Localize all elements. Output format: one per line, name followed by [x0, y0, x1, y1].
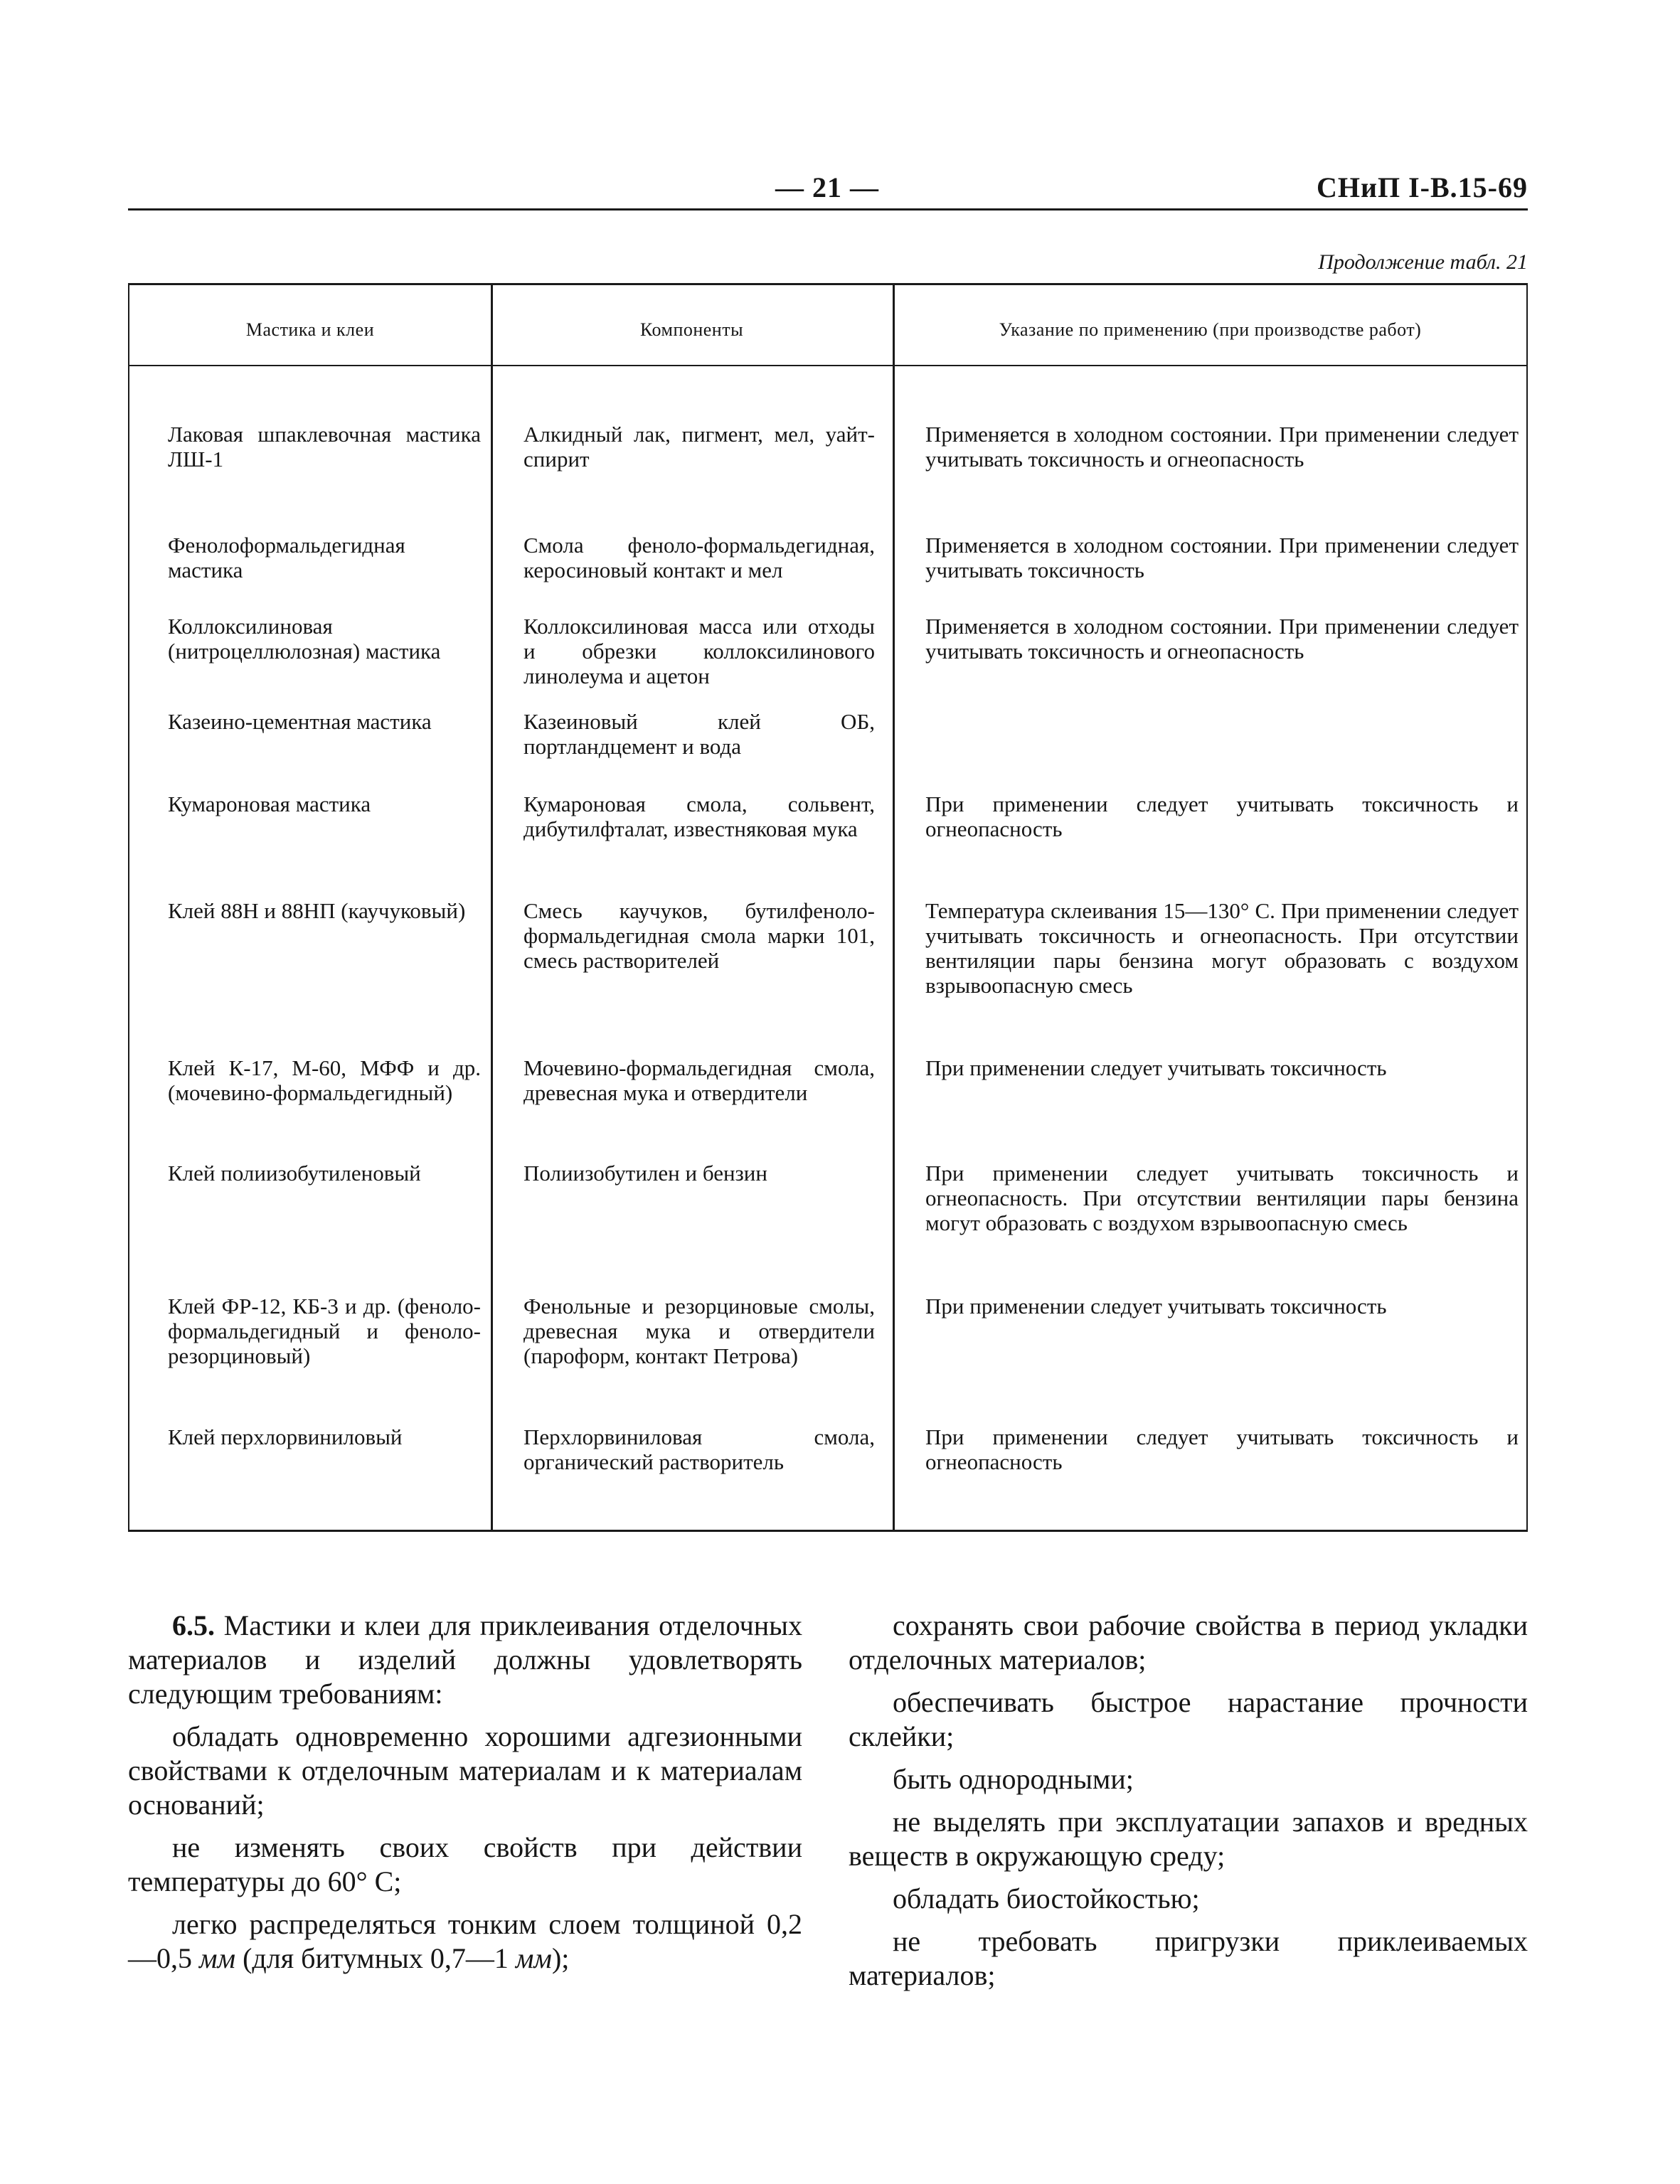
- cell-instructions: При применении следует учитывать токсичность и огнеопасность. При отсутствии вентиляции пары бензина могут образовать с воздухом взрывоопасную смесь: [925, 1161, 1519, 1235]
- header-row-divider: [129, 365, 1526, 366]
- cell-instructions: Применяется в холодном состоянии. При применении следует учитывать токсичность и огнеопасность: [925, 422, 1519, 472]
- cell-material: Клей полиизобутиленовый: [168, 1161, 421, 1186]
- materials-table: [128, 283, 1528, 1532]
- cell-instructions: Применяется в холодном состоянии. При применении следует учитывать токсичность и огнеопасность: [925, 614, 1519, 664]
- section-number: 6.5.: [172, 1609, 215, 1641]
- cell-material: Лаковая шпаклевочная мастика ЛШ-1: [168, 422, 481, 472]
- requirement: сохранять свои рабочие свойства в период укладки отделочных материалов;: [849, 1609, 1528, 1676]
- column-header-components: Компоненты: [639, 319, 744, 340]
- column-divider: [491, 285, 493, 1530]
- requirement: не выделять при эксплуатации запахов и вредных веществ в окружающую среду;: [849, 1806, 1528, 1872]
- requirement: обладать биостойкостью;: [893, 1882, 1200, 1914]
- cell-components: Смола феноло-формальдегидная, керосиновый контакт и мел: [523, 533, 875, 582]
- cell-instructions: Температура склеивания 15—130° С. При применении следует учитывать токсичность и огнеопасность. При отсутствии вентиляции пары бензина могут образовать с воздухом взрывоопасную смесь: [925, 898, 1519, 998]
- page-number: — 21 —: [775, 171, 879, 203]
- cell-components: Полиизобутилен и бензин: [523, 1161, 767, 1186]
- requirement: легко распределяться тонким слоем толщиной 0,2—0,5 мм (для битумных 0,7—1 мм);: [128, 1908, 802, 1974]
- cell-components: Смесь каучуков, бутилфеноло-формальдегидная смола марки 101, смесь растворителей: [523, 898, 875, 973]
- header-divider: [128, 208, 1528, 211]
- cell-material: Казеино-цементная мастика: [168, 709, 432, 734]
- text-column-left: [128, 1609, 802, 1984]
- requirement: не изменять своих свойств при действии температуры до 60° С;: [128, 1831, 802, 1897]
- page-header: [128, 171, 1528, 213]
- cell-material: Фенолоформальдегидная мастика: [168, 533, 405, 582]
- cell-components: Коллоксилиновая масса или отходы и обрезки коллоксилинового линолеума и ацетон: [523, 614, 875, 688]
- column-header-instructions: Указание по применению (при производстве работ): [999, 319, 1422, 340]
- cell-material: Клей К-17, М-60, МФФ и др. (мочевино-формальдегидный): [168, 1055, 481, 1105]
- cell-instructions: При применении следует учитывать токсичность и огнеопасность: [925, 1424, 1519, 1474]
- requirement: не требовать пригрузки приклеиваемых материалов;: [849, 1925, 1528, 1991]
- table-continuation-caption: Продолжение табл. 21: [1318, 250, 1528, 274]
- cell-material: Клей перхлорвиниловый: [168, 1424, 403, 1449]
- requirement: обладать одновременно хорошими адгезионными свойствами к отделочным материалам и к материалам оснований;: [128, 1720, 802, 1821]
- cell-material: Клей 88Н и 88НП (каучуковый): [168, 898, 466, 923]
- section-intro: 6.5. Мастики и клеи для приклеивания отделочных материалов и изделий должны удовлетворять следующим требованиям:: [128, 1609, 802, 1710]
- column-header-materials: Мастика и клеи: [245, 319, 375, 340]
- cell-components: Фенольные и резорциновые смолы, древесная мука и отвердители (пароформ, контакт Петрова): [523, 1294, 875, 1368]
- cell-components: Алкидный лак, пигмент, мел, уайт-спирит: [523, 422, 875, 472]
- cell-instructions: При применении следует учитывать токсичность: [925, 1294, 1387, 1319]
- cell-instructions: При применении следует учитывать токсичность и огнеопасность: [925, 792, 1519, 841]
- cell-components: Кумароновая смола, сольвент, дибутилфталат, известняковая мука: [523, 792, 875, 841]
- cell-material: Клей ФР-12, КБ-3 и др. (феноло-формальдегидный и феноло-резорциновый): [168, 1294, 481, 1368]
- cell-instructions: Применяется в холодном состоянии. При применении следует учитывать токсичность: [925, 533, 1519, 582]
- column-divider: [893, 285, 895, 1530]
- document-code: СНиП I-В.15-69: [1316, 171, 1528, 203]
- cell-components: Мочевино-формальдегидная смола, древесная мука и отвердители: [523, 1055, 875, 1105]
- cell-material: Коллоксилиновая (нитроцеллюлозная) мастика: [168, 614, 441, 664]
- requirement: быть однородными;: [893, 1763, 1134, 1795]
- cell-components: Казеиновый клей ОБ, портландцемент и вода: [523, 709, 875, 759]
- requirement: обеспечивать быстрое нарастание прочности склейки;: [849, 1686, 1528, 1752]
- cell-instructions: При применении следует учитывать токсичность: [925, 1055, 1387, 1080]
- cell-components: Перхлорвиниловая смола, органический растворитель: [523, 1424, 875, 1474]
- cell-material: Кумароновая мастика: [168, 792, 371, 816]
- text-column-right: [849, 1609, 1528, 2001]
